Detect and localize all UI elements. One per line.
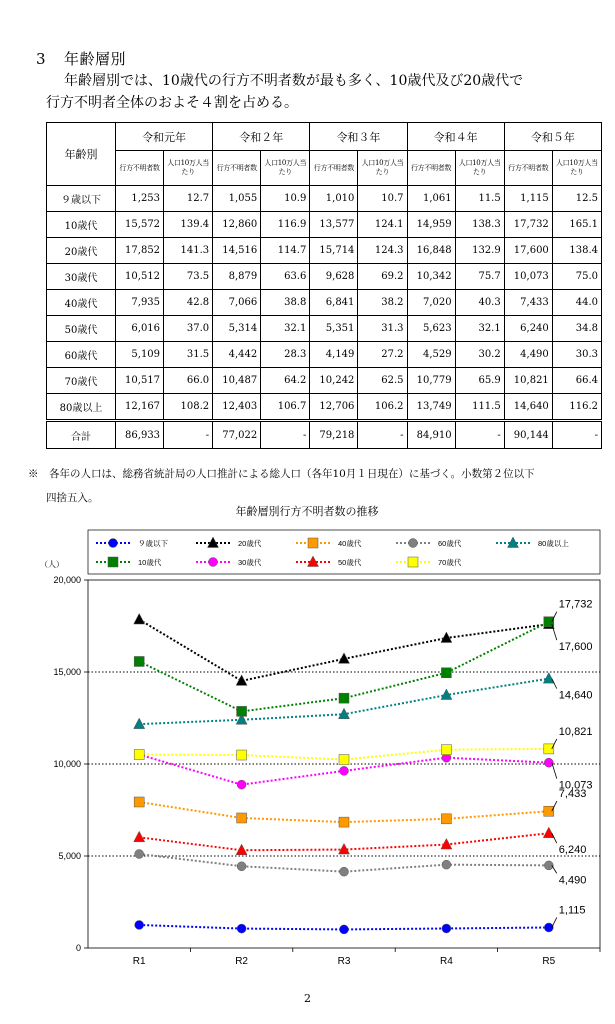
table-row [47, 342, 602, 368]
count-cell: 13,577 [310, 212, 358, 238]
footnote-line-1: ※ 各年の人口は、総務省統計局の人口推計による総人口（各年10月１日現在）に基づく。小数第２位以下 [28, 468, 535, 480]
rate-cell: 124.1 [358, 212, 407, 238]
x-tick-label: R2 [235, 956, 248, 967]
section-title: 年齢層別 [64, 50, 127, 68]
data-label: 1,115 [558, 904, 586, 917]
rate-cell: 75.7 [455, 264, 504, 290]
age-group-label: 合計 [47, 421, 116, 449]
count-cell: 4,149 [310, 342, 358, 368]
year-header: 令和２年 [213, 123, 310, 151]
rate-cell: 12.5 [552, 186, 601, 212]
data-label: 17,732 [558, 598, 593, 611]
count-column-header: 行方不明者数 [213, 151, 261, 186]
section-heading [36, 48, 126, 69]
count-cell: 10,821 [504, 368, 552, 394]
count-cell: 10,242 [310, 368, 358, 394]
age-header: 年齢別 [47, 123, 116, 186]
legend-label: 20歳代 [238, 539, 262, 548]
count-cell: 1,115 [504, 186, 552, 212]
count-cell: 5,351 [310, 316, 358, 342]
count-cell: 10,342 [407, 264, 455, 290]
count-cell: 5,314 [213, 316, 261, 342]
y-tick-label: 0 [75, 943, 81, 953]
rate-cell: 138.3 [455, 212, 504, 238]
year-header: 令和元年 [115, 123, 212, 151]
count-cell: 8,879 [213, 264, 261, 290]
legend-label: 80歳以上 [538, 539, 569, 548]
rate-column-header: 人口10万人当たり [358, 151, 407, 186]
data-label: 7,433 [558, 788, 587, 801]
age-group-label: 50歳代 [47, 316, 116, 342]
count-cell: 1,010 [310, 186, 358, 212]
count-cell: 90,144 [504, 421, 552, 449]
y-tick-label: 10,000 [53, 759, 81, 769]
count-cell: 77,022 [213, 421, 261, 449]
data-point [237, 813, 247, 823]
data-point [134, 656, 144, 666]
data-point [237, 706, 247, 716]
rate-cell: 10.7 [358, 186, 407, 212]
rate-cell: 44.0 [552, 290, 601, 316]
year-header: 令和５年 [504, 123, 601, 151]
count-column-header: 行方不明者数 [310, 151, 358, 186]
rate-cell: 31.3 [358, 316, 407, 342]
count-cell: 7,433 [504, 290, 552, 316]
table-row [47, 238, 602, 264]
data-point [340, 867, 349, 876]
data-label: 17,600 [558, 641, 593, 654]
count-cell: 7,020 [407, 290, 455, 316]
x-tick-label: R4 [440, 956, 453, 967]
rate-cell: - [455, 421, 504, 449]
table-row [47, 186, 602, 212]
count-cell: 13,749 [407, 394, 455, 421]
footnote-line-2: 四捨五入。 [46, 492, 99, 504]
count-cell: 15,572 [115, 212, 163, 238]
count-cell: 4,529 [407, 342, 455, 368]
rate-cell: 138.4 [552, 238, 601, 264]
data-label: 4,490 [558, 874, 587, 887]
count-cell: 12,860 [213, 212, 261, 238]
rate-cell: 28.3 [261, 342, 310, 368]
count-cell: 10,487 [213, 368, 261, 394]
data-point [544, 744, 554, 754]
y-tick-label: 20,000 [53, 575, 81, 585]
rate-cell: 32.1 [455, 316, 504, 342]
data-point [339, 755, 349, 765]
data-point [134, 749, 144, 759]
rate-cell: 27.2 [358, 342, 407, 368]
age-group-label: 80歳以上 [47, 394, 116, 421]
rate-cell: 40.3 [455, 290, 504, 316]
chart-legend [88, 530, 600, 574]
age-group-label: 30歳代 [47, 264, 116, 290]
count-cell: 14,516 [213, 238, 261, 264]
count-cell: 1,061 [407, 186, 455, 212]
rate-cell: 32.1 [261, 316, 310, 342]
rate-cell: 38.2 [358, 290, 407, 316]
legend-marker [109, 539, 118, 548]
rate-cell: 124.3 [358, 238, 407, 264]
rate-cell: - [261, 421, 310, 449]
rate-column-header: 人口10万人当たり [455, 151, 504, 186]
y-tick-label: 5,000 [58, 851, 81, 861]
count-cell: 4,442 [213, 342, 261, 368]
rate-cell: 66.4 [552, 368, 601, 394]
data-point [237, 862, 246, 871]
intro-paragraph [46, 70, 606, 114]
rate-cell: 63.6 [261, 264, 310, 290]
rate-column-header: 人口10万人当たり [164, 151, 213, 186]
rate-cell: 37.0 [164, 316, 213, 342]
legend-label: 30歳代 [238, 558, 262, 567]
count-cell: 7,066 [213, 290, 261, 316]
legend-label: 50歳代 [338, 558, 362, 567]
rate-cell: 165.1 [552, 212, 601, 238]
data-point [339, 693, 349, 703]
rate-cell: 34.8 [552, 316, 601, 342]
legend-marker [408, 557, 418, 567]
chart-title: 年齢層別行方不明者数の推移 [235, 506, 379, 518]
count-column-header: 行方不明者数 [115, 151, 163, 186]
table-row [47, 394, 602, 421]
age-group-label: 10歳代 [47, 212, 116, 238]
rate-cell: 116.9 [261, 212, 310, 238]
data-point [135, 849, 144, 858]
y-tick-label: 15,000 [53, 667, 81, 677]
data-point [441, 668, 451, 678]
missing-persons-by-age-table [46, 122, 602, 449]
count-cell: 17,600 [504, 238, 552, 264]
section-number: 3 [36, 50, 47, 68]
year-header: 令和４年 [407, 123, 504, 151]
data-point [339, 817, 349, 827]
x-tick-label: R5 [542, 956, 556, 967]
count-cell: 12,167 [115, 394, 163, 421]
data-point [237, 924, 246, 933]
count-cell: 10,779 [407, 368, 455, 394]
rate-cell: 31.5 [164, 342, 213, 368]
legend-marker [209, 558, 218, 567]
rate-cell: 11.5 [455, 186, 504, 212]
count-cell: 10,073 [504, 264, 552, 290]
age-group-label: 40歳代 [47, 290, 116, 316]
count-column-header: 行方不明者数 [504, 151, 552, 186]
data-point [340, 766, 349, 775]
count-cell: 10,517 [115, 368, 163, 394]
data-label: 14,640 [558, 689, 593, 702]
count-cell: 17,732 [504, 212, 552, 238]
count-cell: 9,628 [310, 264, 358, 290]
count-cell: 1,253 [115, 186, 163, 212]
data-point [544, 806, 554, 816]
count-cell: 7,935 [115, 290, 163, 316]
count-cell: 10,512 [115, 264, 163, 290]
rate-cell: - [552, 421, 601, 449]
rate-cell: - [358, 421, 407, 449]
year-header: 令和３年 [310, 123, 407, 151]
table-row [47, 368, 602, 394]
rate-cell: 10.9 [261, 186, 310, 212]
legend-label: 10歳代 [138, 558, 162, 567]
count-cell: 6,240 [504, 316, 552, 342]
table-row [47, 264, 602, 290]
data-point [134, 797, 144, 807]
count-cell: 6,016 [115, 316, 163, 342]
data-label: 10,821 [558, 725, 593, 738]
data-point [442, 860, 451, 869]
age-group-label: 20歳代 [47, 238, 116, 264]
page-number: 2 [304, 992, 311, 1005]
count-cell: 17,852 [115, 238, 163, 264]
rate-cell: 106.7 [261, 394, 310, 421]
rate-cell: 73.5 [164, 264, 213, 290]
count-cell: 79,218 [310, 421, 358, 449]
count-cell: 5,109 [115, 342, 163, 368]
rate-cell: 141.3 [164, 238, 213, 264]
data-point [237, 780, 246, 789]
table-row [47, 212, 602, 238]
rate-cell: 42.8 [164, 290, 213, 316]
table-row [47, 290, 602, 316]
rate-cell: 64.2 [261, 368, 310, 394]
count-cell: 14,959 [407, 212, 455, 238]
rate-cell: 30.2 [455, 342, 504, 368]
count-cell: 16,848 [407, 238, 455, 264]
count-cell: 12,403 [213, 394, 261, 421]
rate-cell: 12.7 [164, 186, 213, 212]
rate-cell: 62.5 [358, 368, 407, 394]
count-cell: 6,841 [310, 290, 358, 316]
legend-label: 40歳代 [338, 539, 362, 548]
data-point [340, 925, 349, 934]
table-row [47, 421, 602, 449]
rate-cell: 106.2 [358, 394, 407, 421]
data-point [442, 924, 451, 933]
rate-cell: 69.2 [358, 264, 407, 290]
rate-cell: 65.9 [455, 368, 504, 394]
intro-line-2: 行方不明者全体のおよそ４割を占める。 [46, 95, 298, 111]
table-row [47, 316, 602, 342]
x-tick-label: R1 [132, 956, 146, 967]
rate-cell: 30.3 [552, 342, 601, 368]
age-group-label: ９歳以下 [47, 186, 116, 212]
age-trend-line-chart [0, 500, 615, 980]
count-cell: 14,640 [504, 394, 552, 421]
count-cell: 4,490 [504, 342, 552, 368]
y-axis-label: （人） [40, 560, 64, 569]
legend-label: 60歳代 [438, 539, 462, 548]
data-point [237, 750, 247, 760]
rate-column-header: 人口10万人当たり [552, 151, 601, 186]
rate-cell: - [164, 421, 213, 449]
rate-cell: 38.8 [261, 290, 310, 316]
legend-marker [308, 538, 318, 548]
rate-cell: 139.4 [164, 212, 213, 238]
x-tick-label: R3 [337, 956, 351, 967]
data-point [441, 814, 451, 824]
count-cell: 15,714 [310, 238, 358, 264]
count-cell: 1,055 [213, 186, 261, 212]
count-cell: 5,623 [407, 316, 455, 342]
count-cell: 12,706 [310, 394, 358, 421]
intro-line-1: 年齢層別では、10歳代の行方不明者数が最も多く、10歳代及び20歳代で [64, 73, 524, 89]
legend-marker [108, 557, 118, 567]
rate-cell: 114.7 [261, 238, 310, 264]
legend-marker [409, 539, 418, 548]
age-group-label: 60歳代 [47, 342, 116, 368]
data-label: 6,240 [558, 844, 587, 857]
data-point [135, 920, 144, 929]
age-group-label: 70歳代 [47, 368, 116, 394]
rate-column-header: 人口10万人当たり [261, 151, 310, 186]
count-cell: 86,933 [115, 421, 163, 449]
rate-cell: 132.9 [455, 238, 504, 264]
data-point [441, 745, 451, 755]
data-label: 10,073 [558, 779, 593, 792]
legend-label: 70歳代 [438, 558, 462, 567]
legend-label: ９歳以下 [138, 539, 168, 548]
rate-cell: 66.0 [164, 368, 213, 394]
count-cell: 84,910 [407, 421, 455, 449]
rate-cell: 108.2 [164, 394, 213, 421]
rate-cell: 75.0 [552, 264, 601, 290]
rate-cell: 111.5 [455, 394, 504, 421]
rate-cell: 116.2 [552, 394, 601, 421]
count-column-header: 行方不明者数 [407, 151, 455, 186]
